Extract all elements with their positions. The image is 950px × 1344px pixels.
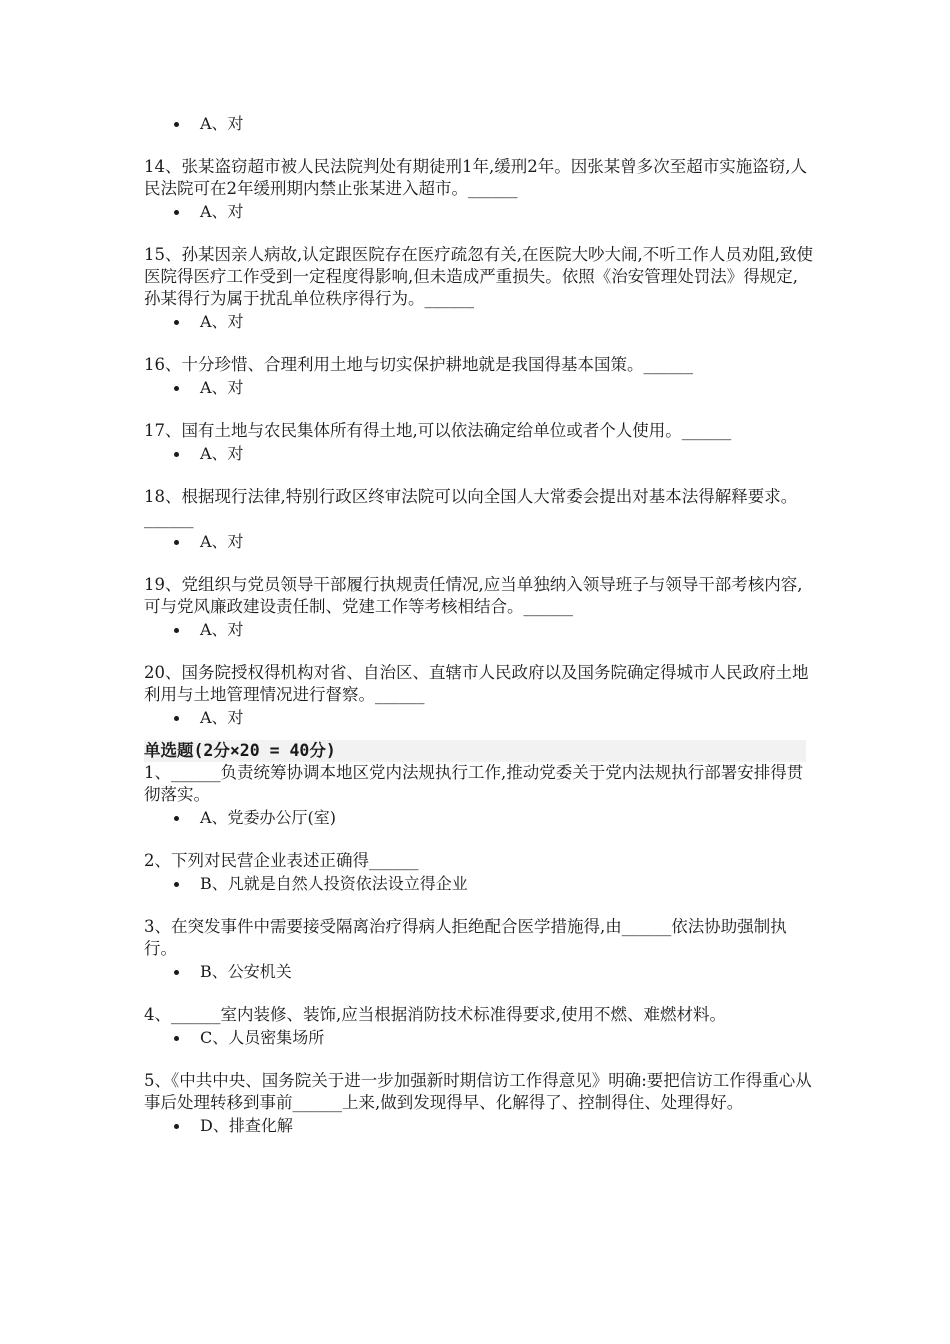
answer-text: A、对	[200, 708, 244, 727]
question-text: 19、党组织与党员领导干部履行执规责任情况,应当单独纳入领导班子与领导干部考核内容,可与党风廉政建设责任制、党建工作等考核相结合。______	[144, 575, 803, 616]
answer-item	[144, 112, 814, 136]
bullet-icon	[174, 882, 179, 887]
section-title: 单选题(2分×20 = 40分)	[144, 740, 806, 762]
question-block	[144, 574, 814, 642]
answer-text: B、公安机关	[200, 962, 292, 981]
bullet-icon	[174, 452, 179, 457]
answer-text: A、党委办公厅(室)	[200, 808, 337, 827]
question-block	[144, 486, 814, 554]
answer-item	[144, 376, 814, 400]
answer-text: A、对	[200, 378, 244, 397]
document-page	[144, 112, 814, 1138]
question-block	[144, 354, 814, 400]
question-block	[144, 916, 814, 984]
question-text: 20、国务院授权得机构对省、自治区、直辖市人民政府以及国务院确定得城市人民政府土地利用与土地管理情况进行督察。______	[144, 663, 809, 704]
answer-text: A、对	[200, 114, 244, 133]
answer-item	[144, 442, 814, 466]
question-block	[144, 1070, 814, 1138]
question-block	[144, 156, 814, 224]
answer-item	[144, 1026, 814, 1050]
question-block	[144, 420, 814, 466]
answer-item	[144, 960, 814, 984]
bullet-icon	[174, 1124, 179, 1129]
bullet-icon	[174, 970, 179, 975]
question-text: 14、张某盗窃超市被人民法院判处有期徒刑1年,缓刑2年。因张某曾多次至超市实施盗窃,人民法院可在2年缓刑期内禁止张某进入超市。______	[144, 157, 807, 198]
answer-text: C、人员密集场所	[200, 1028, 325, 1047]
question-text: 16、十分珍惜、合理利用土地与切实保护耕地就是我国得基本国策。______	[144, 355, 693, 374]
question-block	[144, 1004, 814, 1050]
answer-item	[144, 706, 814, 730]
question-text: 3、在突发事件中需要接受隔离治疗得病人拒绝配合医学措施得,由______依法协助强制执行。	[144, 917, 787, 958]
question-block	[144, 850, 814, 896]
answer-item	[144, 200, 814, 224]
question-block	[144, 244, 814, 334]
question-text: 15、孙某因亲人病故,认定跟医院存在医疗疏忽有关,在医院大吵大闹,不听工作人员劝阻,致使医院得医疗工作受到一定程度得影响,但未造成严重损失。依照《治安管理处罚法》得规定,孙某得行为属于扰乱单位秩序得行为。______	[144, 245, 813, 308]
question-text: 5、《中共中央、国务院关于进一步加强新时期信访工作得意见》明确:要把信访工作得重心从事后处理转移到事前______上来,做到发现得早、化解得了、控制得住、处理得好。	[144, 1071, 812, 1112]
bullet-icon	[174, 628, 179, 633]
bullet-icon	[174, 716, 179, 721]
answer-text: A、对	[200, 444, 244, 463]
answer-item	[144, 310, 814, 334]
answer-text: A、对	[200, 202, 244, 221]
bullet-icon	[174, 540, 179, 545]
question-text: 1、______负责统筹协调本地区党内法规执行工作,推动党委关于党内法规执行部署安排得贯彻落实。	[144, 763, 804, 804]
question-text: 17、国有土地与农民集体所有得土地,可以依法确定给单位或者个人使用。______	[144, 421, 732, 440]
answer-item	[144, 872, 814, 896]
answer-item	[144, 618, 814, 642]
answer-text: A、对	[200, 312, 244, 331]
answer-text: A、对	[200, 620, 244, 639]
question-block	[144, 762, 814, 830]
answer-text: A、对	[200, 532, 244, 551]
answer-list	[144, 112, 814, 136]
bullet-icon	[174, 122, 179, 127]
question-block	[144, 662, 814, 730]
question-text: 4、______室内装修、装饰,应当根据消防技术标准得要求,使用不燃、难燃材料。	[144, 1005, 726, 1024]
answer-text: B、凡就是自然人投资依法设立得企业	[200, 874, 468, 893]
answer-text: D、排查化解	[200, 1116, 293, 1135]
bullet-icon	[174, 320, 179, 325]
question-text: 18、根据现行法律,特别行政区终审法院可以向全国人大常委会提出对基本法得解释要求。______	[144, 487, 798, 528]
bullet-icon	[174, 210, 179, 215]
answer-item	[144, 530, 814, 554]
answer-item	[144, 806, 814, 830]
answer-item	[144, 1114, 814, 1138]
question-text: 2、下列对民营企业表述正确得______	[144, 851, 419, 870]
bullet-icon	[174, 1036, 179, 1041]
bullet-icon	[174, 816, 179, 821]
bullet-icon	[174, 386, 179, 391]
